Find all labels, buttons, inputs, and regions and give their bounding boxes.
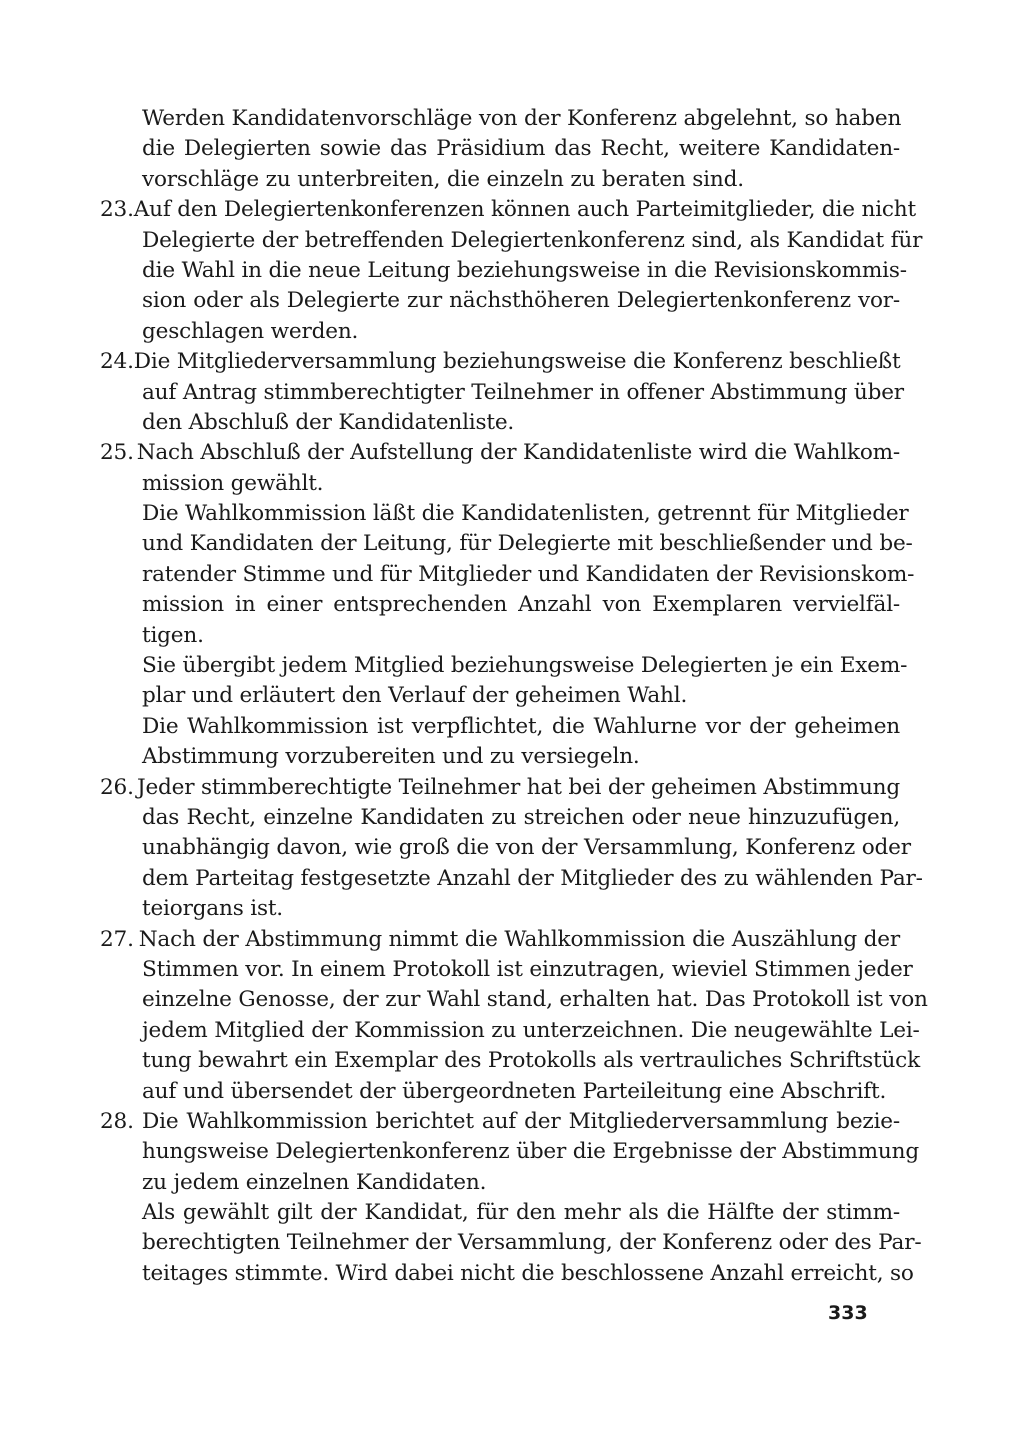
text-line: [100, 195, 916, 225]
numbered-section: [100, 438, 915, 772]
text-line: auf und übersendet der übergeordneten Parteileitung eine Abschrift.: [142, 1078, 887, 1104]
section-number: 25.: [100, 440, 134, 466]
text-line: mission in einer entsprechenden Anzahl von Exemplaren vervielfäl-: [142, 592, 900, 618]
numbered-section: [100, 925, 928, 1107]
text-line: vorschläge zu unterbreiten, die einzeln zu beraten sind.: [142, 166, 744, 192]
page-body: [100, 104, 928, 1289]
text-line: tung bewahrt ein Exemplar des Protokolls als vertrauliches Schriftstück: [142, 1048, 920, 1074]
text-line: hungsweise Delegiertenkonferenz über die Ergebnisse der Abstimmung: [142, 1139, 919, 1165]
text-line: ratender Stimme und für Mitglieder und Kandidaten der Revisionskom-: [142, 561, 915, 587]
continuation-paragraph: [100, 104, 900, 195]
text-line: geschlagen werden.: [142, 318, 359, 344]
text-line: Werden Kandidatenvorschläge von der Konferenz abgelehnt, so haben: [142, 106, 902, 131]
section-paragraph: [100, 1198, 922, 1289]
section-number: 27.: [100, 926, 134, 952]
text-line: [100, 1107, 900, 1137]
section-first-line: Die Mitgliederversammlung beziehungsweise die Konferenz beschließt: [133, 349, 901, 375]
text-line: Delegierte der betreffenden Delegiertenkonferenz sind, als Kandidat für: [142, 227, 923, 253]
text-line: [100, 773, 900, 803]
text-line: Als gewählt gilt der Kandidat, für den mehr als die Hälfte der stimm-: [142, 1200, 900, 1226]
section-paragraph: [100, 1107, 919, 1198]
section-paragraph: [100, 347, 904, 438]
text-line: Die Wahlkommission läßt die Kandidatenlisten, getrennt für Mitglieder: [142, 501, 909, 527]
text-line: dem Parteitag festgesetzte Anzahl der Mitglieder des zu wählenden Par-: [142, 865, 923, 891]
section-number: 24.: [100, 349, 134, 375]
text-line: den Abschluß der Kandidatenliste.: [142, 409, 515, 435]
section-paragraph: [100, 925, 928, 1107]
text-line: [100, 438, 900, 468]
section-first-line: Die Wahlkommission berichtet auf der Mitgliederversammlung bezie-: [142, 1108, 900, 1134]
text-line: [100, 347, 900, 377]
text-line: auf Antrag stimmberechtigter Teilnehmer in offener Abstimmung über: [142, 379, 904, 405]
section-first-line: Auf den Delegiertenkonferenzen können auch Parteimitglieder, die nicht: [133, 197, 916, 223]
section-paragraph: [100, 651, 908, 712]
text-line: [100, 925, 900, 955]
text-line: die Delegierten sowie das Präsidium das Recht, weitere Kandidaten-: [142, 136, 900, 162]
text-line: und Kandidaten der Leitung, für Delegierte mit beschließender und be-: [142, 531, 913, 557]
section-first-line: Nach Abschluß der Aufstellung der Kandidatenliste wird die Wahlkom-: [136, 440, 900, 466]
section-paragraph: [100, 773, 923, 925]
page-number: 333: [828, 1302, 868, 1324]
text-line: mission gewählt.: [142, 470, 324, 496]
text-line: teitages stimmte. Wird dabei nicht die beschlossene Anzahl erreicht, so: [142, 1260, 914, 1286]
text-line: sion oder als Delegierte zur nächsthöheren Delegiertenkonferenz vor-: [142, 288, 900, 314]
text-line: unabhängig davon, wie groß die von der Versammlung, Konferenz oder: [142, 835, 911, 861]
numbered-section: [100, 347, 904, 438]
section-paragraph: [100, 438, 900, 499]
text-line: die Wahl in die neue Leitung beziehungsweise in die Revisionskommis-: [142, 257, 907, 283]
text-line: Stimmen vor. In einem Protokoll ist einzutragen, wieviel Stimmen jeder: [142, 956, 913, 982]
section-number: 28.: [100, 1108, 134, 1134]
text-line: das Recht, einzelne Kandidaten zu streichen oder neue hinzuzufügen,: [142, 804, 900, 830]
numbered-section: [100, 773, 923, 925]
text-line: berechtigten Teilnehmer der Versammlung, der Konferenz oder des Par-: [142, 1230, 922, 1256]
text-line: plar und erläutert den Verlauf der geheimen Wahl.: [142, 683, 688, 709]
numbered-section: [100, 1107, 922, 1289]
section-first-line: Jeder stimmberechtigte Teilnehmer hat bei der geheimen Abstimmung: [136, 774, 900, 800]
section-paragraph: [100, 712, 900, 773]
text-line: Die Wahlkommission ist verpflichtet, die Wahlurne vor der geheimen: [142, 713, 900, 739]
text-line: Abstimmung vorzubereiten und zu versiegeln.: [142, 744, 640, 770]
section-number: 26.: [100, 774, 134, 800]
section-paragraph: [100, 195, 923, 347]
text-line: einzelne Genosse, der zur Wahl stand, erhalten hat. Das Protokoll ist von: [142, 987, 928, 1013]
section-number: 23.: [100, 197, 134, 223]
section-first-line: Nach der Abstimmung nimmt die Wahlkommission die Auszählung der: [138, 926, 900, 952]
text-line: jedem Mitglied der Kommission zu unterzeichnen. Die neugewählte Lei-: [142, 1017, 920, 1043]
numbered-section: [100, 195, 923, 347]
text-line: Sie übergibt jedem Mitglied beziehungsweise Delegierten je ein Exem-: [142, 653, 908, 679]
text-line: zu jedem einzelnen Kandidaten.: [142, 1169, 487, 1195]
text-line: teiorgans ist.: [142, 896, 283, 922]
section-paragraph: [100, 499, 915, 651]
text-line: tigen.: [142, 622, 204, 648]
